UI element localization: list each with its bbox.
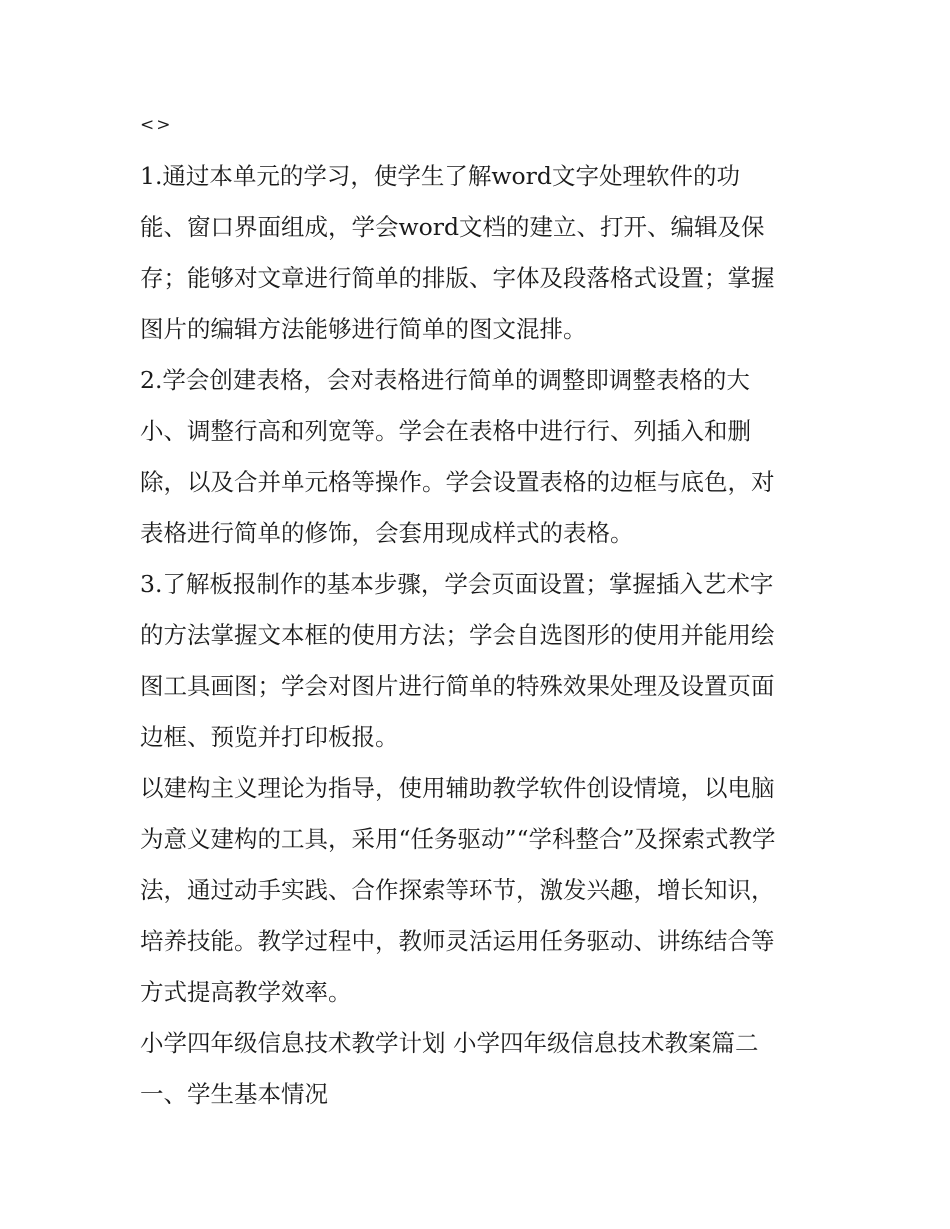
text-line: 2.学会创建表格，会对表格进行简单的调整即调整表格的大 [140, 366, 750, 394]
text-line: 表格进行简单的修饰，会套用现成样式的表格。 [140, 519, 634, 547]
document-body [140, 100, 820, 1120]
text-line: 图工具画图；学会对图片进行简单的特殊效果处理及设置页面 [140, 672, 775, 700]
text-line: 边框、预览并打印板报。 [140, 723, 399, 751]
text-line: 存；能够对文章进行简单的排版、字体及段落格式设置；掌握 [140, 264, 775, 292]
text-line: 法，通过动手实践、合作探索等环节，激发兴趣，增长知识， [140, 876, 775, 904]
text-line: 的方法掌握文本框的使用方法；学会自选图形的使用并能用绘 [140, 621, 775, 649]
text-line: 为意义建构的工具，采用“任务驱动”“学科整合”及探索式教学 [140, 825, 776, 853]
text-line: 1.通过本单元的学习，使学生了解word文字处理软件的功 [140, 162, 740, 190]
text-line: 图片的编辑方法能够进行简单的图文混排。 [140, 315, 587, 343]
text-line: 以建构主义理论为指导，使用辅助教学软件创设情境，以电脑 [140, 774, 775, 802]
bracket-marker: <> [140, 115, 173, 135]
section-heading: 一、学生基本情况 [140, 1080, 328, 1108]
text-line: 培养技能。教学过程中，教师灵活运用任务驱动、讲练结合等 [140, 927, 775, 955]
text-line: 小、调整行高和列宽等。学会在表格中进行行、列插入和删 [140, 417, 751, 445]
text-line: 小学四年级信息技术教学计划 小学四年级信息技术教案篇二 [140, 1029, 759, 1057]
text-line: 3.了解板报制作的基本步骤，学会页面设置；掌握插入艺术字 [140, 570, 774, 598]
text-line: 除，以及合并单元格等操作。学会设置表格的边框与底色，对 [140, 468, 775, 496]
text-line: 方式提高教学效率。 [140, 978, 352, 1006]
text-line: 能、窗口界面组成，学会word文档的建立、打开、编辑及保 [140, 213, 765, 241]
